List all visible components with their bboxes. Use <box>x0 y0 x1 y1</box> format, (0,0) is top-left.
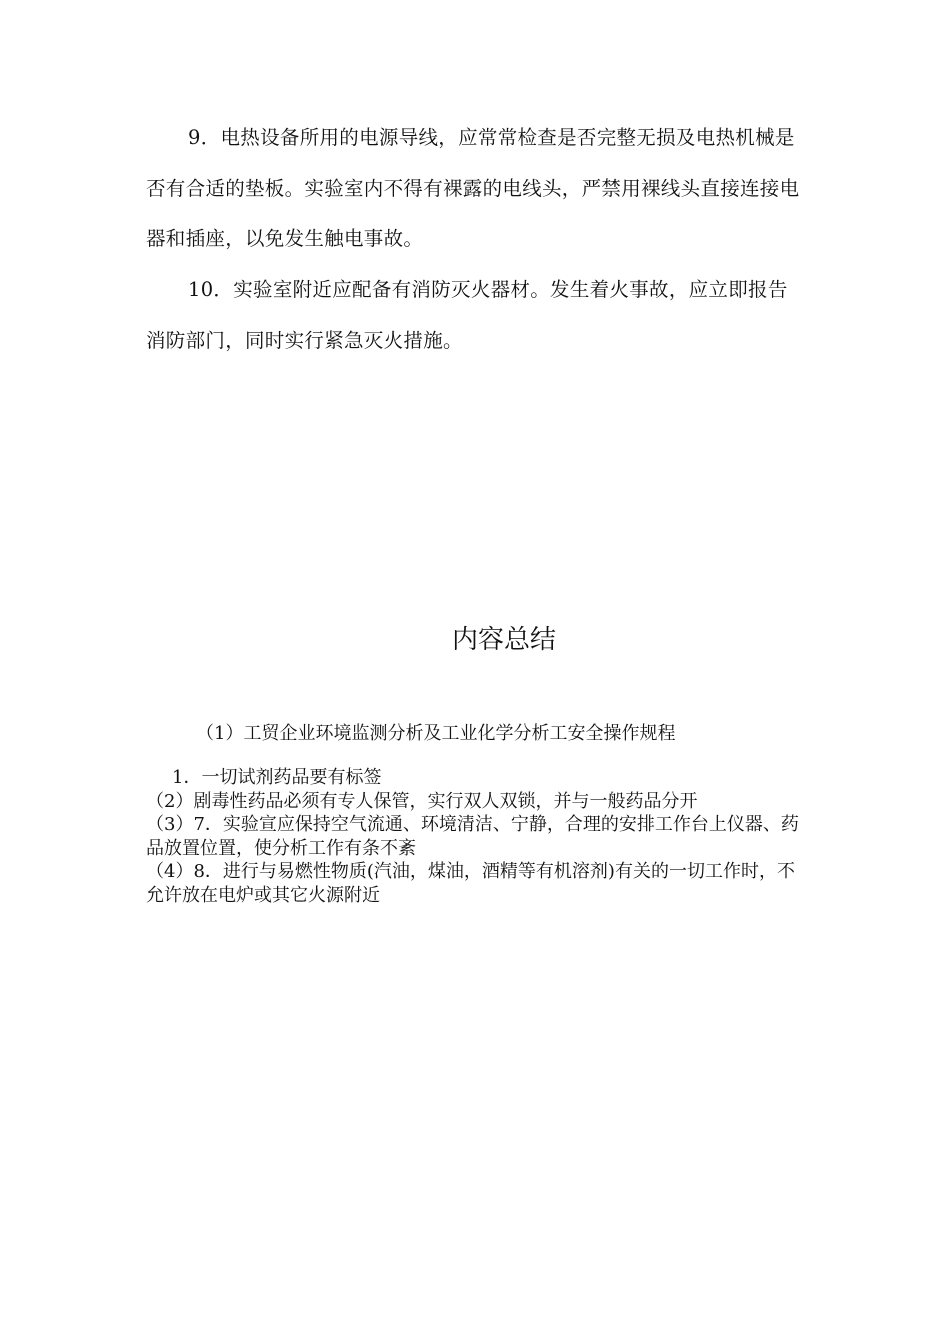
summary-list <box>146 766 811 907</box>
summary-item-1: 1．一切试剂药品要有标签 <box>172 767 382 788</box>
summary-title: 内容总结 <box>451 625 556 655</box>
paragraph-10-text: 10．实验室附近应配备有消防灭火器材。发生着火事故，应立即报告消防部门，同时实行紧急灭火措施。 <box>146 278 788 352</box>
summary-item-3: （3）7．实验宣应保持空气流通、环境清洁、宁静，合理的安排工作台上仪器、药品放置位置，使分析工作有条不紊 <box>146 814 799 859</box>
paragraph-9-text: 9．电热设备所用的电源导线，应常常检查是否完整无损及电热机械是否有合适的垫板。实验室内不得有裸露的电线头，严禁用裸线头直接连接电器和插座，以免发生触电事故。 <box>146 126 800 250</box>
paragraph-10 <box>146 265 806 366</box>
summary-item-4: （4）8．进行与易燃性物质(汽油，煤油，酒精等有机溶剂)有关的一切工作时，不允许放在电炉或其它火源附近 <box>146 861 795 906</box>
summary-item-2: （2）剧毒性药品必须有专人保管，实行双人双锁，并与一般药品分开 <box>146 790 698 812</box>
summary-heading: （1）工贸企业环境监测分析及工业化学分析工安全操作规程 <box>196 723 676 744</box>
paragraph-9 <box>146 113 806 265</box>
